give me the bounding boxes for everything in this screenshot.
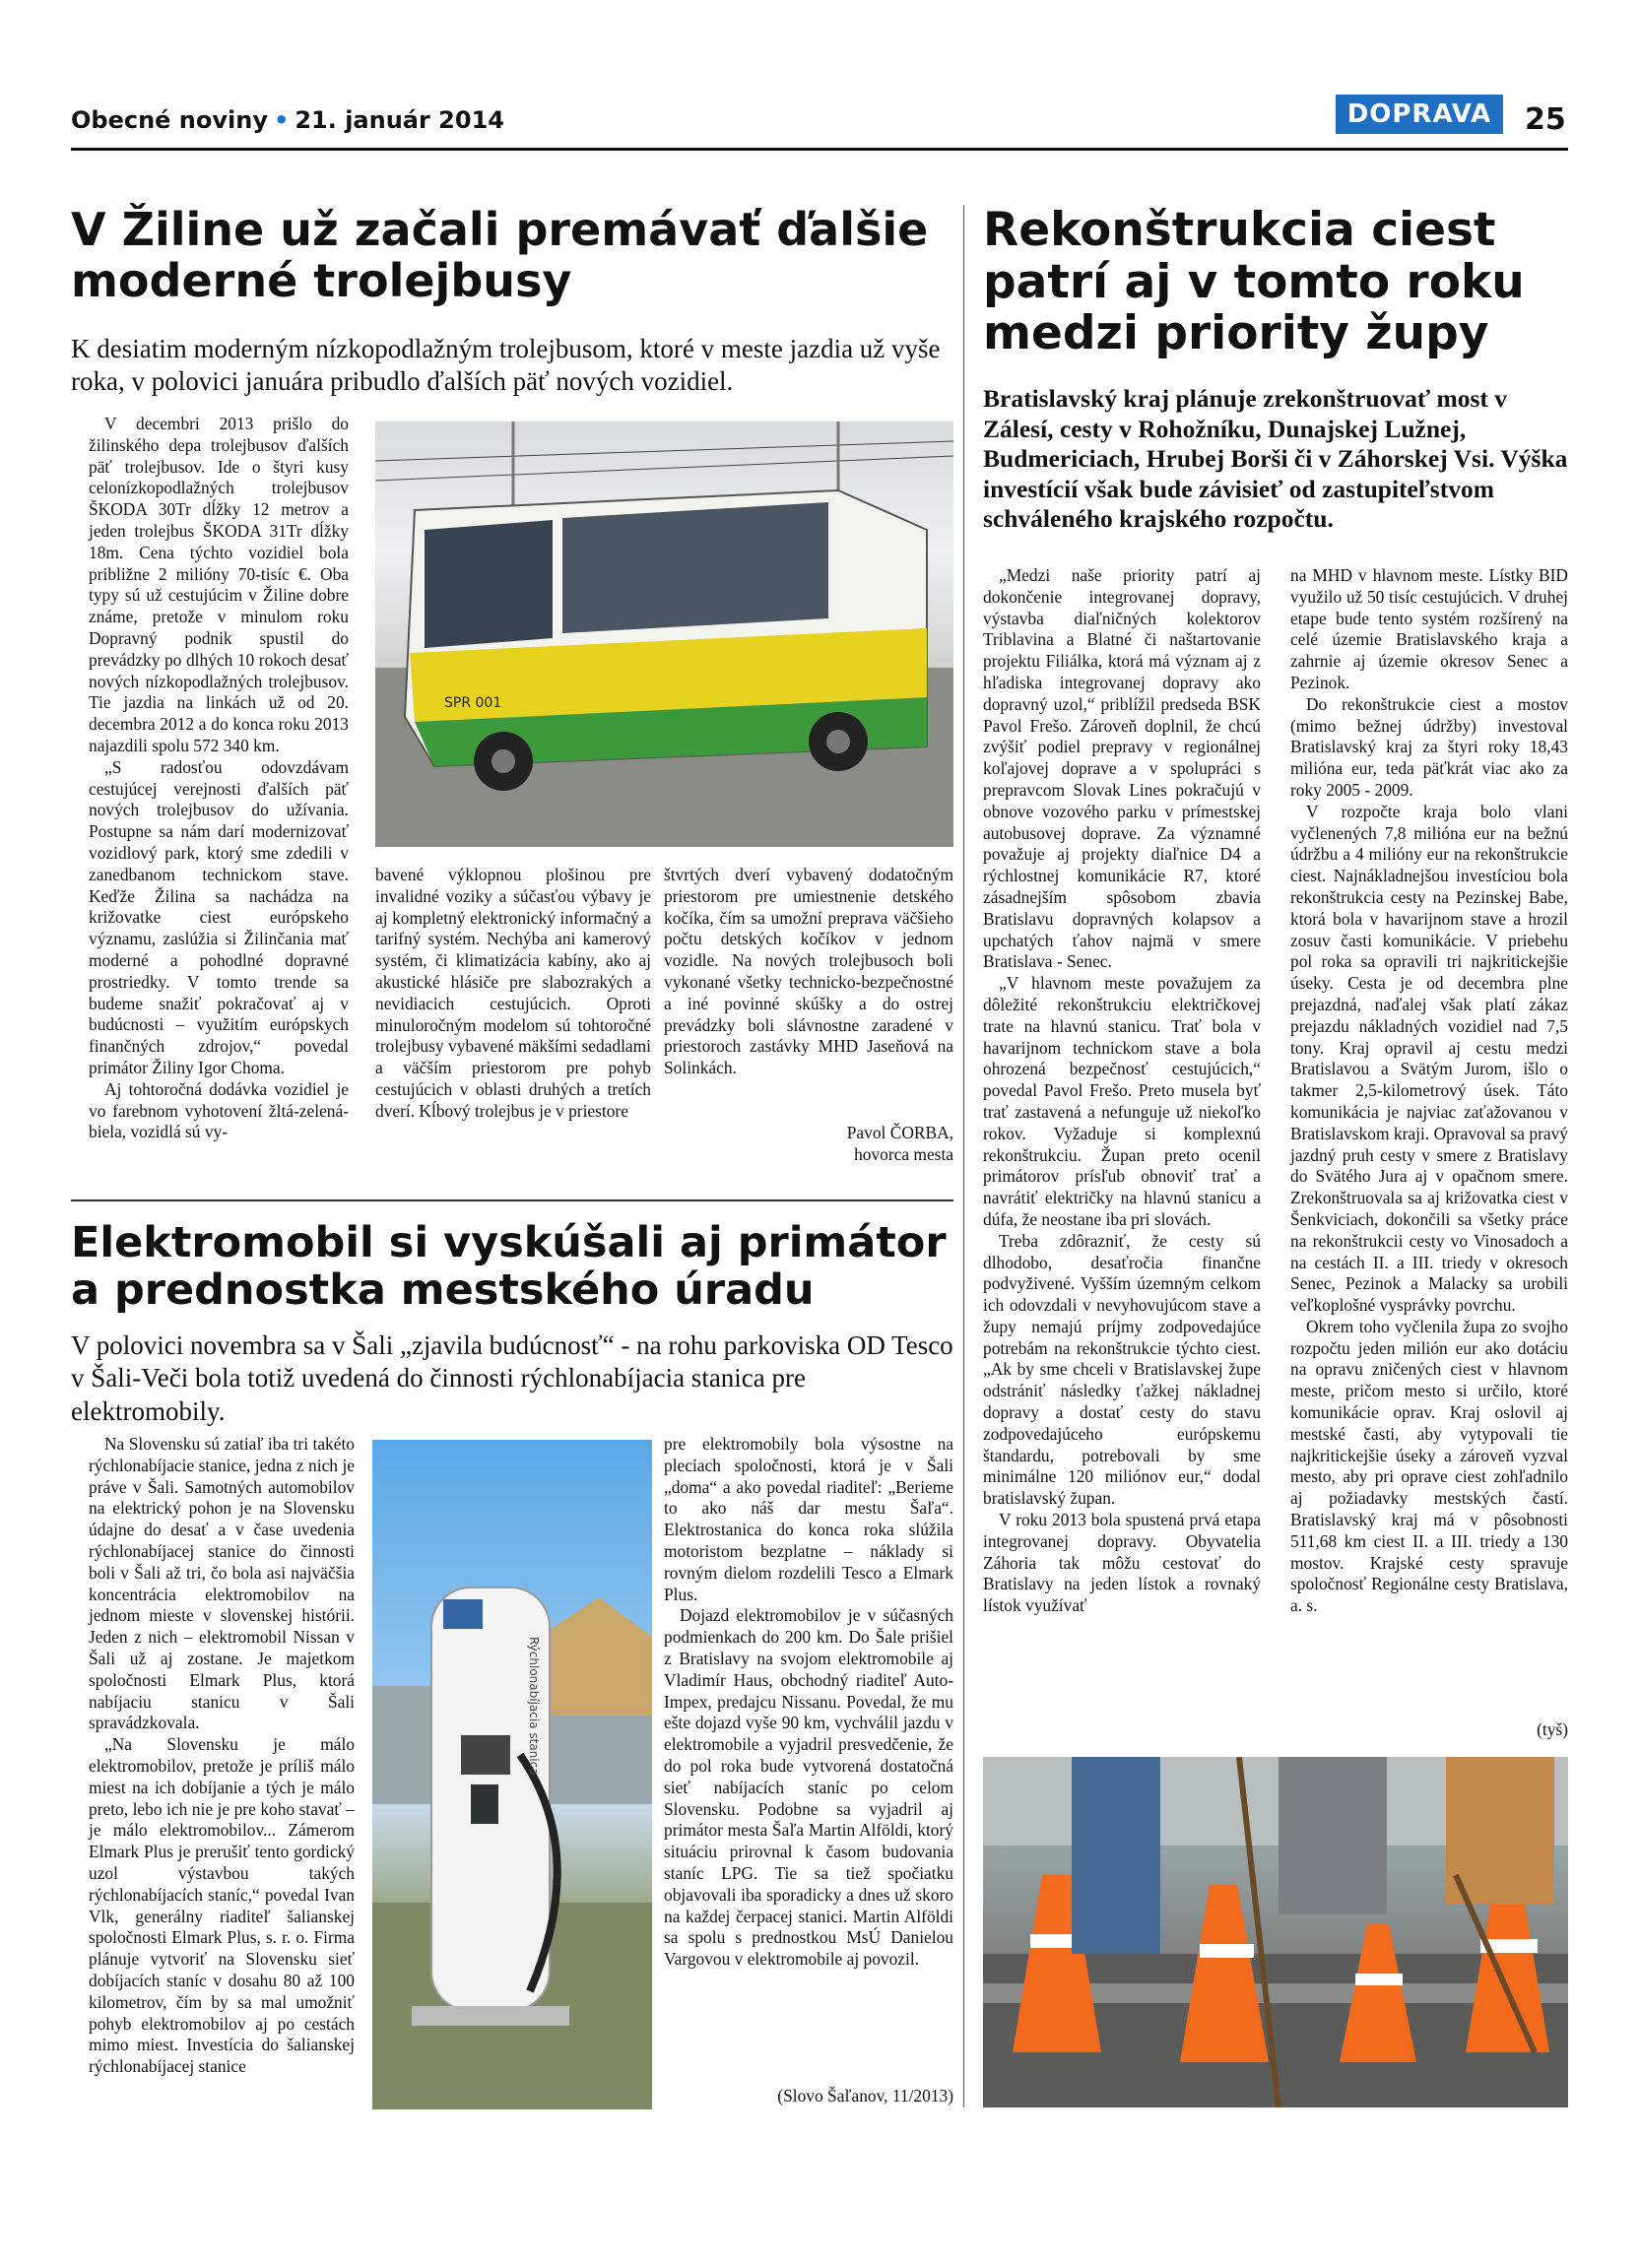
paragraph: „V hlavnom meste považujem za dôležité rekonštrukciu električkovej trate na hlavnú stanicu. Trať bola v havarijnom technickom stave a bola ohrozená bezpečnosť cestujúcich,“ povedal Pavol Frešo. Preto musela byť trať zastavená a nefunguje už niekoľko rokov. Vyžaduje si komplexnú rekonštrukciu. Župan preto ocenil primátorov prísľub obnoviť trať a navrátiť električky na hlavnú stanicu a dúfa, že neostane iba pri slovách. — [983, 973, 1261, 1229]
issue-date: 21. január 2014 — [295, 106, 504, 134]
article1-lead: K desiatim moderným nízkopodlažným trolejbusom, ktoré v meste jazdia už vyše roka, v polovici januára pribudlo ďalších päť nových vozidiel. — [71, 334, 941, 397]
paragraph: Na Slovensku sú zatiaľ iba tri takéto rýchlonabíjacie stanice, jedna z nich je práve v Šali. Samotných automobilov na elektrický pohon je na Slovensku údajne do desať a v čase uvedenia rýchlonabíjacej stanice do činnosti boli v Šali až tri, čo bola asi najväčšia koncentrácia elektromobilov na jednom mieste v slovenskej histórii. Jeden z nich – elektromobil Nissan v Šali už aj zostane. Je majetkom spoločnosti Elmark Plus, ktorá nabíjaciu stanicu v Šali spravádzkovala. — [89, 1434, 355, 1733]
separator-dot: • — [273, 106, 290, 134]
paragraph: pre elektromobily bola výsostne na pleciach spoločnosti, ktorá je v Šali „doma“ a ako povedal riaditeľ: „Berieme to ako náš dar mestu Šaľa“. Elektrostanica do konca roka slúžila motoristom bezplatne – náklady si rovným dielom rozdelili Tesco a Elmark Plus. — [664, 1434, 953, 1604]
paragraph: na MHD v hlavnom meste. Lístky BID využilo už 50 tisíc cestujúcich. V druhej etape bude tento systém rozšírený na celé územie Bratislavského kraja a zahrnie aj územie okresov Senec a Pezinok. — [1290, 565, 1568, 692]
byline-role: hovorca mesta — [854, 1143, 953, 1164]
paragraph: Okrem toho vyčlenila župa zo svojho rozpočtu jeden milión eur ako dotáciu na opravu zničených ciest v hlavnom meste, pričom mesto si určilo, ktoré komunikácie oprav. Kraj oslovil aj mestské časti, aby vytypovali tie najkritickejšie úseky a zároveň vyzval mesto, aby pri oprave ciest zohľadnilo aj požiadavky mestských častí. Bratislavský kraj má v pôsobnosti 511,68 km ciest II. a III. triedy a 130 mostov. Krajské cesty spravuje spoločnosť Regionálne cesty Bratislava, a. s. — [1290, 1316, 1568, 1616]
trolleybus-illustration — [375, 421, 953, 847]
bus-plate: SPR 001 — [444, 695, 502, 711]
section-label: DOPRAVA — [1336, 95, 1503, 134]
charger-label: Rýchlonabíjacia stanica — [527, 1637, 541, 1776]
publication-name: Obecné noviny — [71, 106, 268, 134]
page-number: 25 — [1525, 102, 1566, 137]
article1-column-2 — [375, 865, 651, 1123]
article2-column-1 — [89, 1434, 355, 2078]
article1-column-3 — [664, 865, 953, 1079]
paragraph: štvrtých dverí vybavený dodatočným priestorom pre umiestnenie detského kočíka, čím sa umožní preprava väčšieho počtu detských kočíkov v jednom vozidle. Na nových trolejbusoch boli vykonané všetky technicko-bezpečnostné a iné povinné skúšky a do ostrej prevádzky boli slávnostne zaradené v priestoroch zastávky MHD Jaseňová na Solinkách. — [664, 865, 953, 1078]
article2-source: (Slovo Šaľanov, 11/2013) — [777, 2086, 953, 2106]
article3-headline: Rekonštrukcia ciest patrí aj v tomto roku medzi priority župy — [983, 203, 1525, 361]
paragraph: bavené výklopnou plošinou pre invalidné voziky a súčasťou výbavy je aj kompletný elektronický informačný a tarifný systém. Nechýba ani kamerový systém, či klimatizácia kabíny, ako aj akustické hlásiče pre slabozrakých a nevidiacich cestujúcich. Oproti minuloročným modelom sú tohtoročné trolejbusy vybavené mäkšími sedadlami a väčším priestorom pre pohyb cestujúcich v oblasti druhých a tretích dverí. Kĺbový trolejbus je v priestore — [375, 865, 651, 1121]
trolleybus-photo — [375, 421, 953, 847]
article2-column-3 — [664, 1434, 953, 1971]
article-divider — [71, 1199, 953, 1201]
paragraph: V decembri 2013 prišlo do žilinského depa trolejbusov ďalších päť trolejbusov. Ide o štyri kusy celonízkopodlažných trolejbusov ŠKODA 30Tr dĺžky 12 metrov a jeden trolejbus ŠKODA 31Tr dĺžky 18m. Cena týchto vozidiel bola približne 2 milióny 70-tisíc €. Oba typy sú už cestujúcim v Žiline dobre známe, pretože v minulom roku Dopravný podnik spustil do prevádzky po dlhých 10 rokoch desať nových nízkopodlažných trolejbusov. Tie jazdia na linkách už od 20. decembra 2012 a do konca roku 2013 najazdili spolu 572 340 km. — [89, 414, 349, 755]
masthead — [71, 106, 504, 134]
article2-headline: Elektromobil si vyskúšali aj primátor a prednostka mestského úradu — [71, 1218, 947, 1316]
roadworks-illustration — [983, 1757, 1568, 2107]
paragraph: „Medzi naše priority patrí aj dokončenie integrovanej dopravy, výstavba diaľničných kolektorov Triblavina a Blatné či naštartovanie projektu Filiálka, ktorá má význam aj z hľadiska integrovanej dopravy ako dopravný uzol,“ priblížil predseda BSK Pavol Frešo. Zároveň doplnil, že chcú zvýšiť podiel prepravy v regionálnej koľajovej doprave a v spolupráci s prepravcom Slovak Lines pokračujú v obnove vozového parku v prímestskej autobusovej doprave. Za významné považuje aj projekty diaľnice D4 a rýchlostnej komunikácie R7, ktoré zásadnejším spôsobom zbavia Bratislavu dopravných kolapsov a upchatých ťahov najmä v smere Bratislava - Senec. — [983, 565, 1261, 972]
byline-name: Pavol ČORBA, — [846, 1123, 953, 1142]
roadworks-photo — [983, 1757, 1568, 2107]
paragraph: Treba zdôrazniť, že cesty sú dlhodobo, desaťročia finančne podvyživené. Vyšším územným celkom ich odovzdali v nevyhovujúcom stave a župy nemajú príjmy zodpovedajúce potrebám na rekonštrukcie týchto ciest. „Ak by sme chceli v Bratislavskej župe odstrániť následky ťažkej nákladnej dopravy a dostať cesty do stavu zodpovedajúceho európskemu štandardu, potrebovali by sme minimálne 120 miliónov eur,“ dodal bratislavský župan. — [983, 1230, 1261, 1509]
article3-signature: (tyš) — [1537, 1719, 1568, 1739]
article3-column-1 — [983, 565, 1261, 1617]
article1-headline: V Žiline už začali premávať ďalšie moderné trolejbusy — [71, 203, 929, 307]
paragraph: Aj tohtoročná dodávka vozidiel je vo farebnom vyhotovení žltá-zelená-biela, vozidlá sú vy- — [89, 1078, 349, 1142]
paragraph: „S radosťou odovzdávam cestujúcej verejnosti ďalších päť nových trolejbusov do užívania. Postupne sa nám darí modernizovať vozidlový park, ktorý sme zdedili v zanedbanom technickom stave. Keďže Žilina sa nachádza na križovatke ciest európskeho významu, zaslúžia si Žilinčania mať moderné a pohodlné dopravné prostriedky. V tomto trende sa budeme snažiť pokračovať aj v budúcnosti – využitím európskych finančných zdrojov,“ povedal primátor Žiliny Igor Choma. — [89, 756, 349, 1077]
article3-lead: Bratislavský kraj plánuje zrekonštruovať most v Zálesí, cesty v Rohožníku, Dunajskej Lužnej, Budmericiach, Hrubej Borši či v Záhorskej Vsi. Výška investícií však bude závisieť od zastupiteľstvom schváleného krajského rozpočtu. — [983, 384, 1568, 534]
article2-lead: V polovici novembra sa v Šali „zjavila budúcnosť“ - na rohu parkoviska OD Tesco v Šali-Veči bola totiž uvedená do činnosti rýchlonabíjacia stanica pre elektromobily. — [71, 1330, 953, 1426]
paragraph: V rozpočte kraja bolo vlani vyčlenených 7,8 milióna eur na bežnú údržbu a 4 milióny eur na rekonštrukcie ciest. Najnákladnejšou investíciou bola rekonštrukcia cesty na Pezinskej Babe, ktorá bola v havarijnom stave a hrozil zosuv časti komunikácie. V priebehu pol roka sa opravili tri najkritickejšie úseky. Cesta je od decembra plne prejazdná, naďalej však platí zákaz prejazdu nákladných vozidiel nad 7,5 tony. Kraj opravil aj cestu medzi Bratislavou a Svätým Jurom, išlo o takmer 2,5-kilometrový úsek. Táto komunikácia je najviac zaťažovanou v Bratislavskom kraji. Opravoval sa pravý jazdný pruh cesty v smere z Bratislavy do Svätého Jura aj v opačnom smere. Zrekonštruovala sa aj križovatka ciest v Šenkviciach, dokončili sa všetky práce na rekonštrukcii cesty vo Vinosadoch a na cestách II. a III. triedy v okresoch Senec, Pezinok a Malacky sa urobili veľkoplošné vysprávky povrchu. — [1290, 801, 1568, 1316]
charging-station-illustration — [372, 1440, 652, 2109]
article1-byline — [664, 1123, 953, 1166]
paragraph: Dojazd elektromobilov je v súčasných podmienkach do 200 km. Do Šale prišiel z Bratislavy na svojom elektromobile aj Vladimír Haus, obchodný riaditeľ Auto-Impex, predajcu Nissanu. Povedal, že mu ešte dojazd vyše 90 km, vychválil jazdu v elektromobile a vyjadril presvedčenie, že do pol roka bude vytvorená dostatočná sieť nabíjacích staníc po celom Slovensku. Podobne sa vyjadril aj primátor mesta Šaľa Martin Alföldi, ktorý situáciu prirovnal k časom budovania staníc LPG. Tie sa tiež spočiatku objavovali iba sporadicky a dnes už skoro na každej čerpacej stanici. Martin Alföldi sa spolu s prednostkou MsÚ Danielou Vargovou v elektromobile aj povozil. — [664, 1605, 953, 1970]
charging-station-photo — [372, 1440, 652, 2109]
paragraph: Do rekonštrukcie ciest a mostov (mimo bežnej údržby) investoval Bratislavský kraj za štyri roky 18,43 milióna eur, teda päťkrát viac ako za roky 2005 - 2009. — [1290, 693, 1568, 800]
paragraph: „Na Slovensku je málo elektromobilov, pretože je príliš málo miest na ich dobíjanie a tých je málo preto, lebo ich nie je pre koho stavať – je málo elektromobilov... Zámerom Elmark Plus je prerušiť tento gordický uzol výstavbou takých rýchlonabíjacích staníc,“ povedal Ivan Vlk, generálny riaditeľ šalianskej spoločnosti Elmark Plus, s. r. o. Firma plánuje vytvoriť na Slovensku sieť dobíjacích staníc v dosahu 80 až 100 kilometrov, čím by sa mal umožniť pohyb elektromobilov aj po cestách mimo miest. Investícia do šalianskej rýchlonabíjacej stanice — [89, 1734, 355, 2077]
article3-column-2 — [1290, 565, 1568, 1617]
column-divider — [963, 205, 964, 2107]
header-rule — [71, 148, 1568, 151]
paragraph: V roku 2013 bola spustená prvá etapa integrovanej dopravy. Obyvatelia Záhoria tak môžu cestovať do Bratislavy na jeden lístok a rovnaký lístok využívať — [983, 1510, 1261, 1616]
article1-column-1 — [89, 414, 349, 1143]
